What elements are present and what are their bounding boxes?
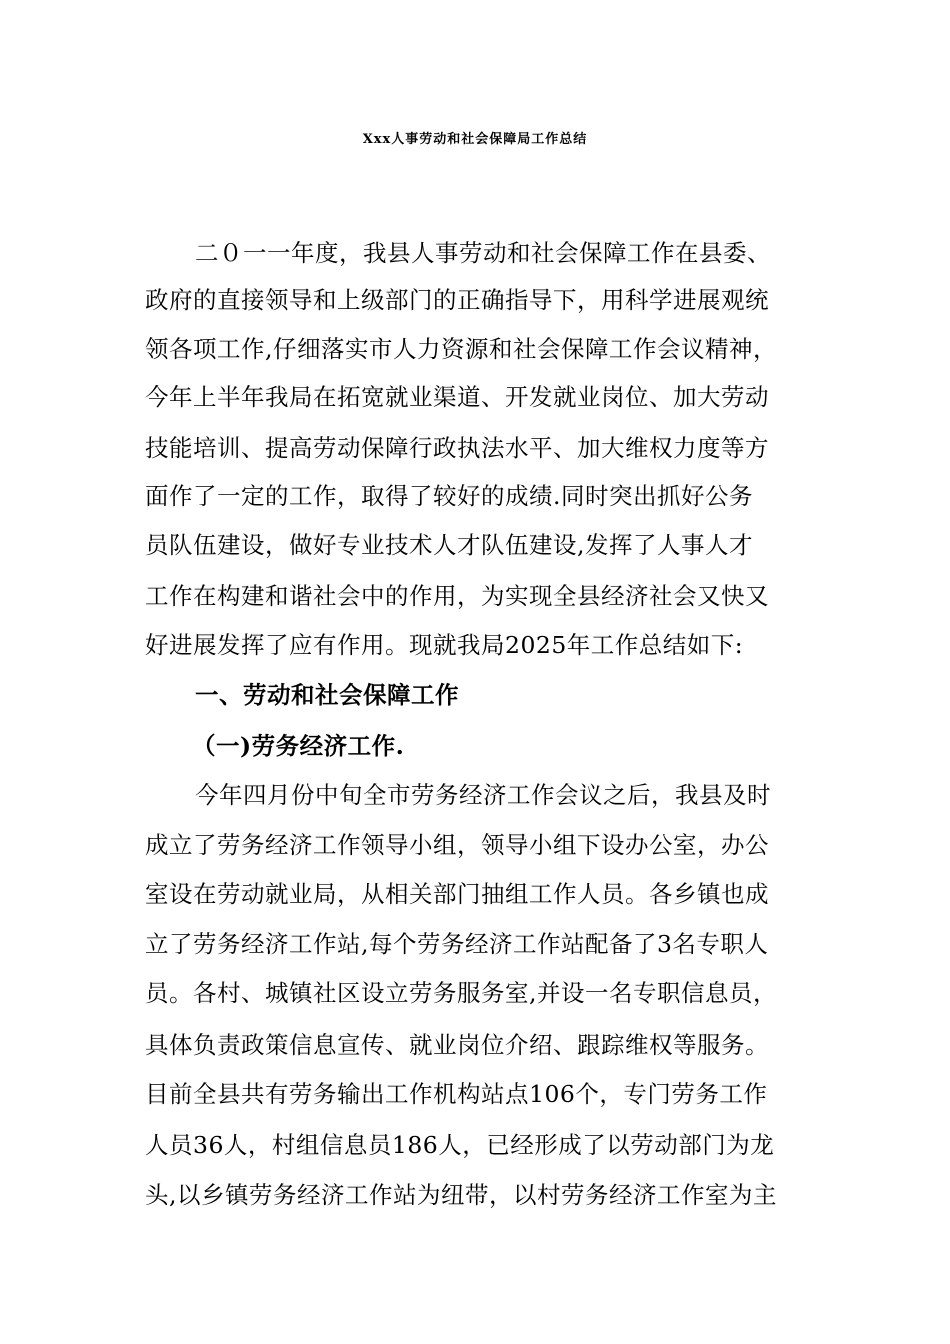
paragraph-line: 人员36人，村组信息员186人，已经形成了以劳动部门为龙 bbox=[145, 1131, 775, 1159]
paragraph-line: 工作在构建和谐社会中的作用，为实现全县经济社会又快又 bbox=[145, 582, 769, 610]
paragraph-line: 头,以乡镇劳务经济工作站为纽带，以村劳务经济工作室为主 bbox=[145, 1181, 777, 1209]
section-heading: 一、劳动和社会保障工作 bbox=[195, 681, 459, 709]
paragraph-line: 目前全县共有劳务输出工作机构站点106个，专门劳务工作 bbox=[145, 1080, 768, 1108]
paragraph-line: 领各项工作,仔细落实市人力资源和社会保障工作会议精神， bbox=[145, 335, 777, 363]
paragraph-line: 政府的直接领导和上级部门的正确指导下，用科学进展观统 bbox=[145, 286, 769, 314]
paragraph-line: 面作了一定的工作，取得了较好的成绩.同时突出抓好公务 bbox=[145, 482, 753, 510]
paragraph-line: 立了劳务经济工作站,每个劳务经济工作站配备了3名专职人 bbox=[145, 930, 769, 958]
paragraph-line: 室设在劳动就业局，从相关部门抽组工作人员。各乡镇也成 bbox=[145, 880, 769, 908]
paragraph-line: 二０一一年度，我县人事劳动和社会保障工作在县委、 bbox=[195, 239, 771, 267]
paragraph-line: 技能培训、提高劳动保障行政执法水平、加大维权力度等方 bbox=[145, 434, 769, 462]
paragraph-line: 员队伍建设，做好专业技术人才队伍建设,发挥了人事人才 bbox=[145, 531, 753, 559]
paragraph-line: 成立了劳务经济工作领导小组，领导小组下设办公室，办公 bbox=[145, 831, 769, 859]
subsection-heading: （一)劳务经济工作. bbox=[192, 732, 405, 760]
paragraph-line: 好进展发挥了应有作用。现就我局2025年工作总结如下: bbox=[145, 631, 744, 659]
paragraph-line: 今年上半年我局在拓宽就业渠道、开发就业岗位、加大劳动 bbox=[145, 383, 769, 411]
paragraph-line: 今年四月份中旬全市劳务经济工作会议之后，我县及时 bbox=[195, 781, 771, 809]
document-title: Xxx人事劳动和社会保障局工作总结 bbox=[362, 132, 588, 147]
paragraph-line: 员。各村、城镇社区设立劳务服务室,并设一名专职信息员， bbox=[145, 979, 777, 1007]
paragraph-line: 具体负责政策信息宣传、就业岗位介绍、跟踪维权等服务。 bbox=[145, 1031, 769, 1059]
